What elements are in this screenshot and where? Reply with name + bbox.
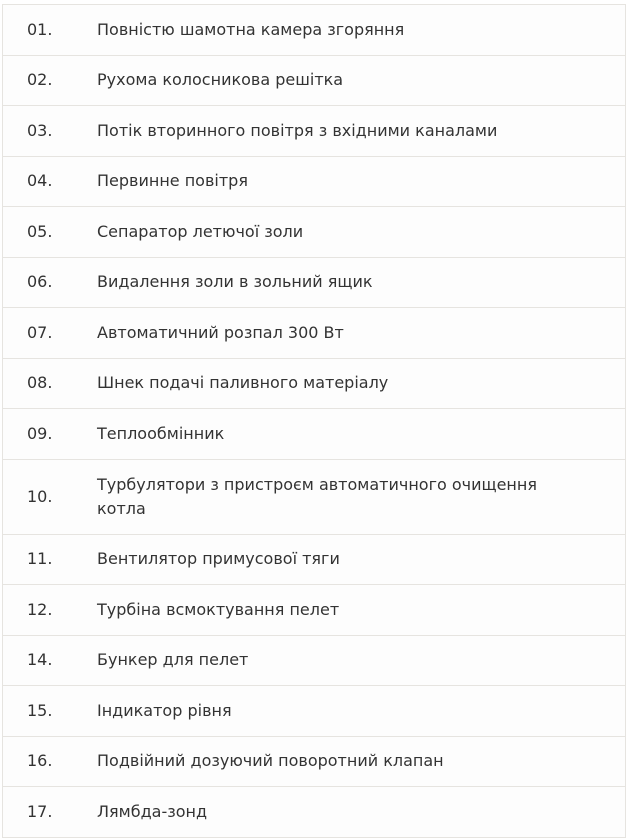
row-description: Бункер для пелет [97, 650, 249, 670]
table-row [3, 787, 626, 838]
row-number: 11. [3, 534, 98, 585]
row-description-cell [97, 534, 626, 585]
row-description: Видалення золи в зольний ящик [97, 272, 373, 292]
row-description-cell [97, 686, 626, 737]
row-description: Вентилятор примусової тяги [97, 549, 340, 569]
row-description-cell [97, 55, 626, 106]
row-description-cell [97, 736, 626, 787]
row-description: Первинне повітря [97, 171, 248, 191]
row-description: Подвійний дозуючий поворотний клапан [97, 751, 444, 771]
table-row [3, 358, 626, 409]
row-description-cell [97, 585, 626, 636]
row-description: Лямбда-зонд [97, 801, 208, 821]
table-row [3, 459, 626, 534]
row-description: Шнек подачі паливного матеріалу [97, 373, 389, 393]
row-number: 05. [3, 207, 98, 258]
row-number: 04. [3, 156, 98, 207]
row-description-cell [97, 156, 626, 207]
components-table [2, 4, 626, 838]
table-row [3, 5, 626, 56]
table-row [3, 736, 626, 787]
row-description-cell [97, 106, 626, 157]
row-number: 10. [3, 459, 98, 534]
row-number: 07. [3, 308, 98, 359]
row-description-cell [97, 207, 626, 258]
row-number: 06. [3, 257, 98, 308]
row-description: Автоматичний розпал 300 Вт [97, 322, 344, 342]
row-description-cell [97, 358, 626, 409]
row-description: Теплообмінник [97, 423, 225, 443]
table-row [3, 635, 626, 686]
row-number: 08. [3, 358, 98, 409]
components-table-body [3, 5, 626, 838]
row-number: 15. [3, 686, 98, 737]
row-description: Сепаратор летючої золи [97, 221, 304, 241]
row-description-cell [97, 787, 626, 838]
table-row [3, 55, 626, 106]
row-number: 03. [3, 106, 98, 157]
row-number: 09. [3, 409, 98, 460]
row-description-cell [97, 257, 626, 308]
table-row [3, 257, 626, 308]
row-description: Рухома колосникова решітка [97, 70, 344, 90]
table-row [3, 308, 626, 359]
row-description: Турбулятори з пристроєм автоматичного очищення котла [97, 474, 537, 518]
row-number: 16. [3, 736, 98, 787]
table-row [3, 409, 626, 460]
row-description: Потік вторинного повітря з вхідними каналами [97, 120, 498, 140]
table-row [3, 686, 626, 737]
row-description: Повністю шамотна камера згоряння [97, 19, 405, 39]
row-description-cell [97, 308, 626, 359]
row-description-cell [97, 5, 626, 56]
row-number: 14. [3, 635, 98, 686]
row-number: 02. [3, 55, 98, 106]
row-description: Турбіна всмоктування пелет [97, 599, 340, 619]
row-number: 12. [3, 585, 98, 636]
table-row [3, 207, 626, 258]
row-description-cell [97, 459, 626, 534]
row-number: 01. [3, 5, 98, 56]
table-row [3, 156, 626, 207]
table-row [3, 585, 626, 636]
table-row [3, 106, 626, 157]
row-number: 17. [3, 787, 98, 838]
row-description: Індикатор рівня [97, 700, 232, 720]
row-description-cell [97, 409, 626, 460]
table-row [3, 534, 626, 585]
row-description-cell [97, 635, 626, 686]
